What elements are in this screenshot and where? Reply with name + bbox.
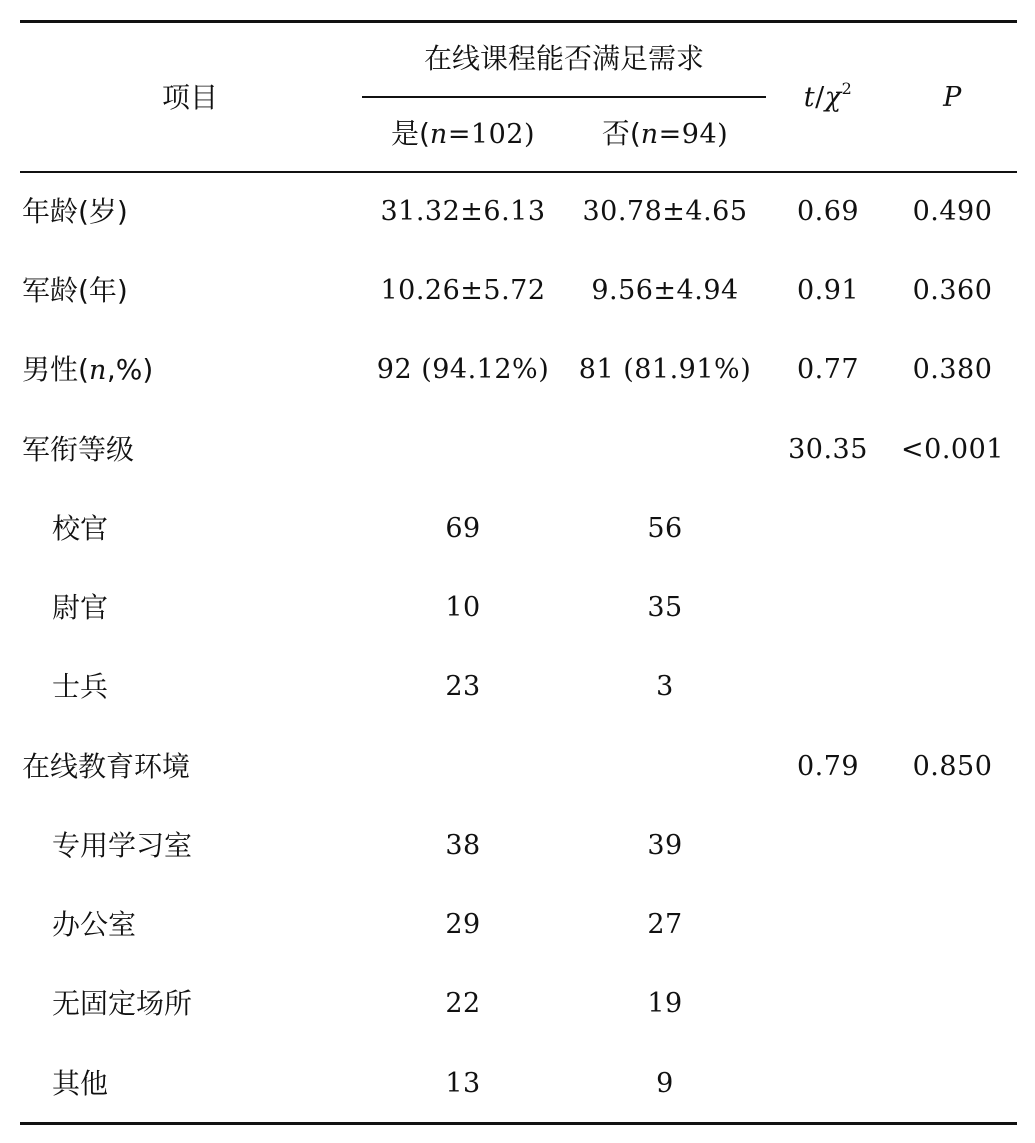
cell-stat: 30.35: [788, 434, 868, 465]
header-stat-t: t: [803, 82, 816, 113]
row-label: 年龄(岁): [22, 195, 128, 228]
header-stat-chi: χ: [824, 82, 842, 113]
cell-no: 9.56±4.94: [591, 275, 739, 306]
header-yes-n-value: =102): [447, 119, 536, 150]
cell-no: 39: [647, 830, 683, 861]
cell-yes: 92 (94.12%): [376, 354, 550, 385]
row-label: [22, 350, 153, 391]
header-yes-prefix: 是(: [390, 117, 430, 150]
header-yes-n-var: n: [429, 119, 448, 150]
cell-yes: 10.26±5.72: [380, 275, 546, 306]
cell-stat: 0.91: [796, 275, 860, 306]
row-label: 校官: [52, 512, 109, 545]
row-label: 无固定场所: [52, 987, 193, 1020]
header-p-label: [890, 78, 1015, 118]
cell-no: 27: [647, 909, 683, 940]
cell-no: 35: [647, 592, 683, 623]
cell-stat: 0.77: [796, 354, 860, 385]
row-label: 办公室: [52, 908, 137, 941]
row-label: 其他: [52, 1067, 109, 1100]
cell-p: 0.360: [912, 275, 993, 306]
cell-yes: 31.32±6.13: [380, 196, 546, 227]
header-yes-group: [362, 114, 564, 155]
cell-no: 30.78±4.65: [582, 196, 748, 227]
cell-stat: 0.69: [796, 196, 860, 227]
row-label-var: n: [88, 355, 107, 386]
cell-p: 0.380: [912, 354, 993, 385]
header-p-var: P: [943, 82, 962, 113]
cell-yes: 69: [445, 513, 481, 544]
cell-p: <0.001: [901, 434, 1004, 465]
row-label-pre: 男性(: [22, 353, 89, 386]
header-no-prefix: 否(: [601, 117, 641, 150]
cell-no: 3: [656, 671, 674, 702]
cell-yes: 29: [445, 909, 481, 940]
cell-p: 0.850: [912, 751, 993, 782]
cell-yes: 13: [445, 1068, 481, 1099]
row-label-post: ,%): [106, 353, 154, 386]
cell-yes: 38: [445, 830, 481, 861]
cell-yes: 23: [445, 671, 481, 702]
header-bottom-rule: [20, 171, 1017, 173]
header-no-group: [564, 114, 766, 155]
cell-stat: 0.79: [796, 751, 860, 782]
header-no-n-var: n: [640, 119, 659, 150]
cell-p: 0.490: [912, 196, 993, 227]
bottom-rule: [20, 1122, 1017, 1125]
row-label: 军龄(年): [22, 274, 128, 307]
row-label: 专用学习室: [52, 829, 193, 862]
header-stat-sep: /: [815, 82, 825, 113]
row-label: 尉官: [52, 591, 109, 624]
cell-yes: 22: [445, 988, 481, 1019]
header-group-label: 在线课程能否满足需求: [423, 42, 704, 75]
group-underline: [362, 96, 766, 98]
header-stat-label: [766, 78, 890, 118]
cell-no: 19: [647, 988, 683, 1019]
header-stat-sup: 2: [841, 79, 853, 98]
cell-no: 81 (81.91%): [578, 354, 752, 385]
cell-yes: 10: [445, 592, 481, 623]
top-rule: [20, 20, 1017, 23]
header-item-label: 项目: [161, 81, 218, 114]
cell-no: 56: [647, 513, 683, 544]
cell-no: 9: [656, 1068, 674, 1099]
header-no-n-value: =94): [658, 119, 729, 150]
row-label: 士兵: [52, 670, 109, 703]
row-label: 军衔等级: [22, 433, 135, 466]
row-label: 在线教育环境: [22, 750, 191, 783]
